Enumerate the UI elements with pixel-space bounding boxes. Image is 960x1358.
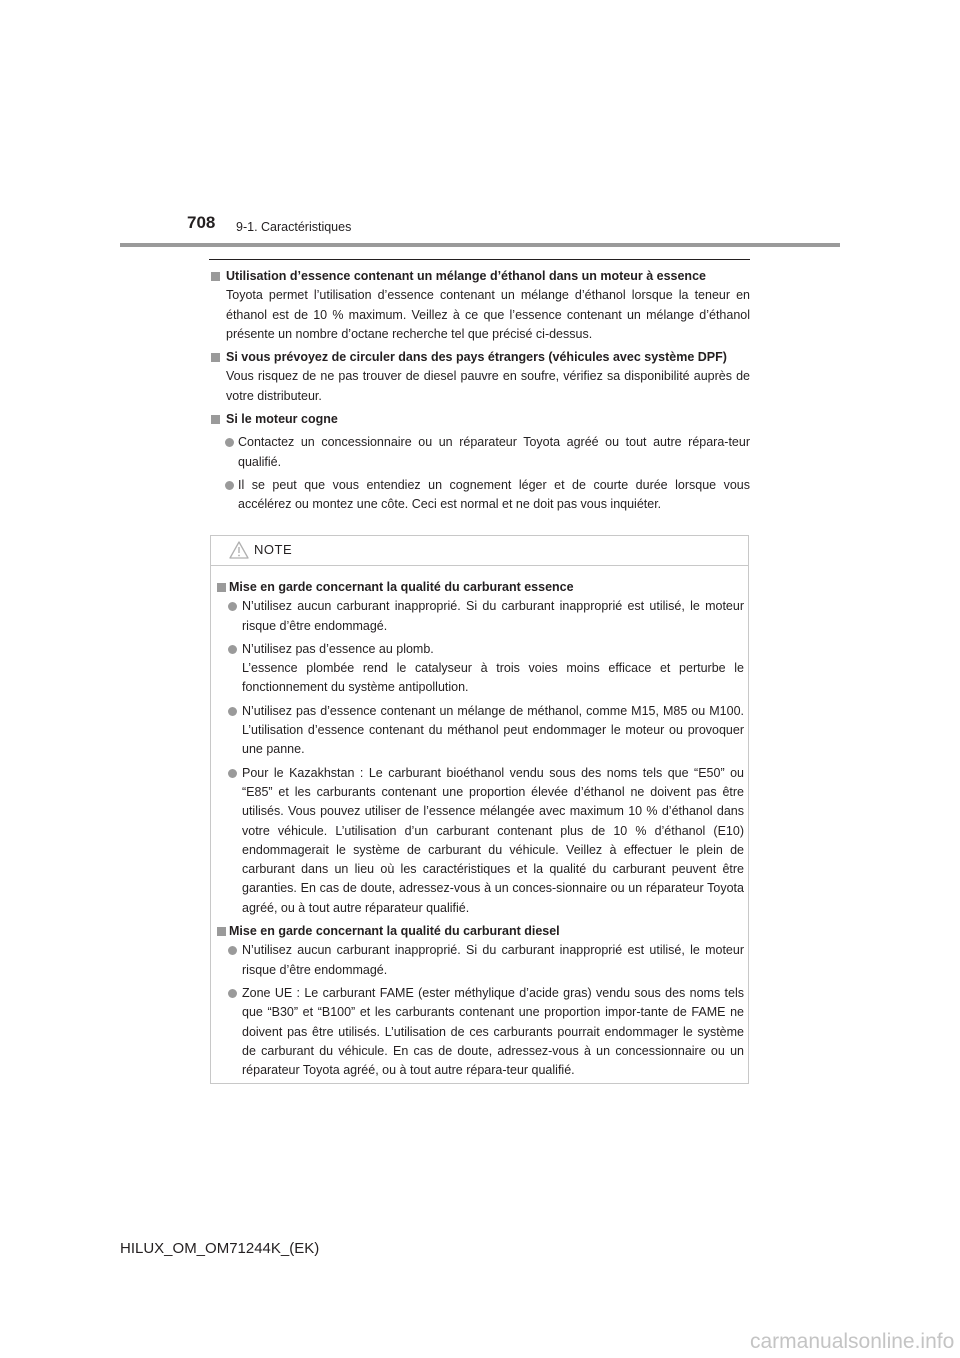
note-section-heading xyxy=(217,922,744,941)
note-body xyxy=(217,578,744,1080)
note-section-heading xyxy=(217,578,744,597)
item-heading xyxy=(211,348,750,367)
note-box xyxy=(210,535,749,1084)
watermark: carmanualsonline.info xyxy=(750,1330,955,1353)
note-bullet xyxy=(217,640,744,698)
item-heading-text: Si le moteur cogne xyxy=(226,412,338,427)
round-bullet-icon xyxy=(225,481,234,490)
bullet-text: Contactez un concessionnaire ou un réparateur Toyota agréé ou tout autre répara-teur qualifié. xyxy=(238,435,750,469)
round-bullet-icon xyxy=(225,438,234,447)
square-bullet-icon xyxy=(211,415,220,424)
main-content xyxy=(211,267,750,515)
note-title: NOTE xyxy=(254,542,293,557)
bullet-continuation-text: L’essence plombée rend le catalyseur à trois voies moins efficace et perturbe le fonctionnement du système antipollution. xyxy=(242,661,744,695)
round-bullet-icon xyxy=(228,707,237,716)
document-code: HILUX_OM_OM71244K_(EK) xyxy=(120,1240,320,1257)
bullet-item xyxy=(211,476,750,515)
item-heading xyxy=(211,267,750,286)
warning-triangle-icon xyxy=(229,541,249,559)
item-text: Vous risquez de ne pas trouver de diesel pauvre en soufre, vérifiez sa disponibilité auprès de votre distributeur. xyxy=(226,369,750,403)
header-rule xyxy=(120,243,840,247)
bullet-item xyxy=(211,433,750,472)
bullet-text: Pour le Kazakhstan : Le carburant bioéthanol vendu sous des noms tels que “E50” ou “E85” et les carburants contenant une proportion élevée d’éthanol ne doivent pas être utilisés. Vous pouvez utiliser de l’essence mélangée avec maximum 10 % d’éthanol dans votre véhicule. L’utilisation d’un carburant contenant plus de 10 % d’éthanol (E10) endommagerait le système de carburant du véhicule. Veillez à effectuer le plein de carburant dans un lieu où les caractéristiques et la qualité du carburant peuvent être garanties. En cas de doute, adressez-vous à un conces-sionnaire ou un réparateur Toyota agréé, ou à tout autre réparateur qualifié. xyxy=(242,765,744,915)
item-text: Toyota permet l’utilisation d’essence contenant un mélange d’éthanol lorsque la teneur en éthanol est de 10 % maximum. Veillez à ce que l’essence contenant un mélange d’éthanol présente un nombre d’octane recherche tel que précisé ci-dessus. xyxy=(226,288,750,341)
round-bullet-icon xyxy=(228,602,237,611)
note-bullet xyxy=(217,941,744,980)
page-number: 708 xyxy=(187,213,216,232)
note-bullet xyxy=(217,764,744,918)
square-bullet-icon xyxy=(217,927,226,936)
round-bullet-icon xyxy=(228,645,237,654)
item-heading-text: Utilisation d’essence contenant un mélange d’éthanol dans un moteur à essence xyxy=(226,269,706,283)
bullet-text: N’utilisez pas d’essence au plomb. xyxy=(242,641,434,656)
round-bullet-icon xyxy=(228,769,237,778)
bullet-text: Zone UE : Le carburant FAME (ester méthylique d’acide gras) vendu sous des noms tels que “B30” et “B100” et les carburants contenant une proportion impor-tante de FAME ne doivent pas être utilisés. L’utilisation de ces carburants pourrait endommager le système de carburant du véhicule. En cas de doute, adressez-vous à un concessionnaire ou un réparateur Toyota agréé, ou à tout autre répara-teur qualifié. xyxy=(242,985,744,1078)
round-bullet-icon xyxy=(228,989,237,998)
bullet-text: N’utilisez pas d’essence contenant un mélange de méthanol, comme M15, M85 ou M100. L’utilisation d’essence contenant du méthanol peut endommager le moteur ou provoquer une panne. xyxy=(242,703,744,757)
bullet-text: Il se peut que vous entendiez un cognement léger et de courte durée lorsque vous accélérez ou montez une côte. Ceci est normal et ne doit pas vous inquiéter. xyxy=(238,477,750,512)
note-bullet xyxy=(217,984,744,1080)
round-bullet-icon xyxy=(228,946,237,955)
note-bullet xyxy=(217,597,744,636)
content-top-rule xyxy=(209,259,750,260)
square-bullet-icon xyxy=(217,583,226,592)
bullet-text: N’utilisez aucun carburant inapproprié. Si du carburant inapproprié est utilisé, le moteur risque d’être endommagé. xyxy=(242,943,744,977)
item-heading-text: Si vous prévoyez de circuler dans des pays étrangers (véhicules avec système DPF) xyxy=(226,350,727,365)
bullet-text: N’utilisez aucun carburant inapproprié. Si du carburant inapproprié est utilisé, le moteur risque d’être endommagé. xyxy=(242,599,744,633)
note-header xyxy=(211,536,748,566)
note-bullet xyxy=(217,702,744,760)
note-heading-text: Mise en garde concernant la qualité du carburant diesel xyxy=(229,924,560,939)
section-title: 9-1. Caractéristiques xyxy=(236,220,352,234)
note-heading-text: Mise en garde concernant la qualité du carburant essence xyxy=(229,580,574,594)
square-bullet-icon xyxy=(211,272,220,281)
square-bullet-icon xyxy=(211,353,220,362)
item-heading xyxy=(211,410,750,429)
